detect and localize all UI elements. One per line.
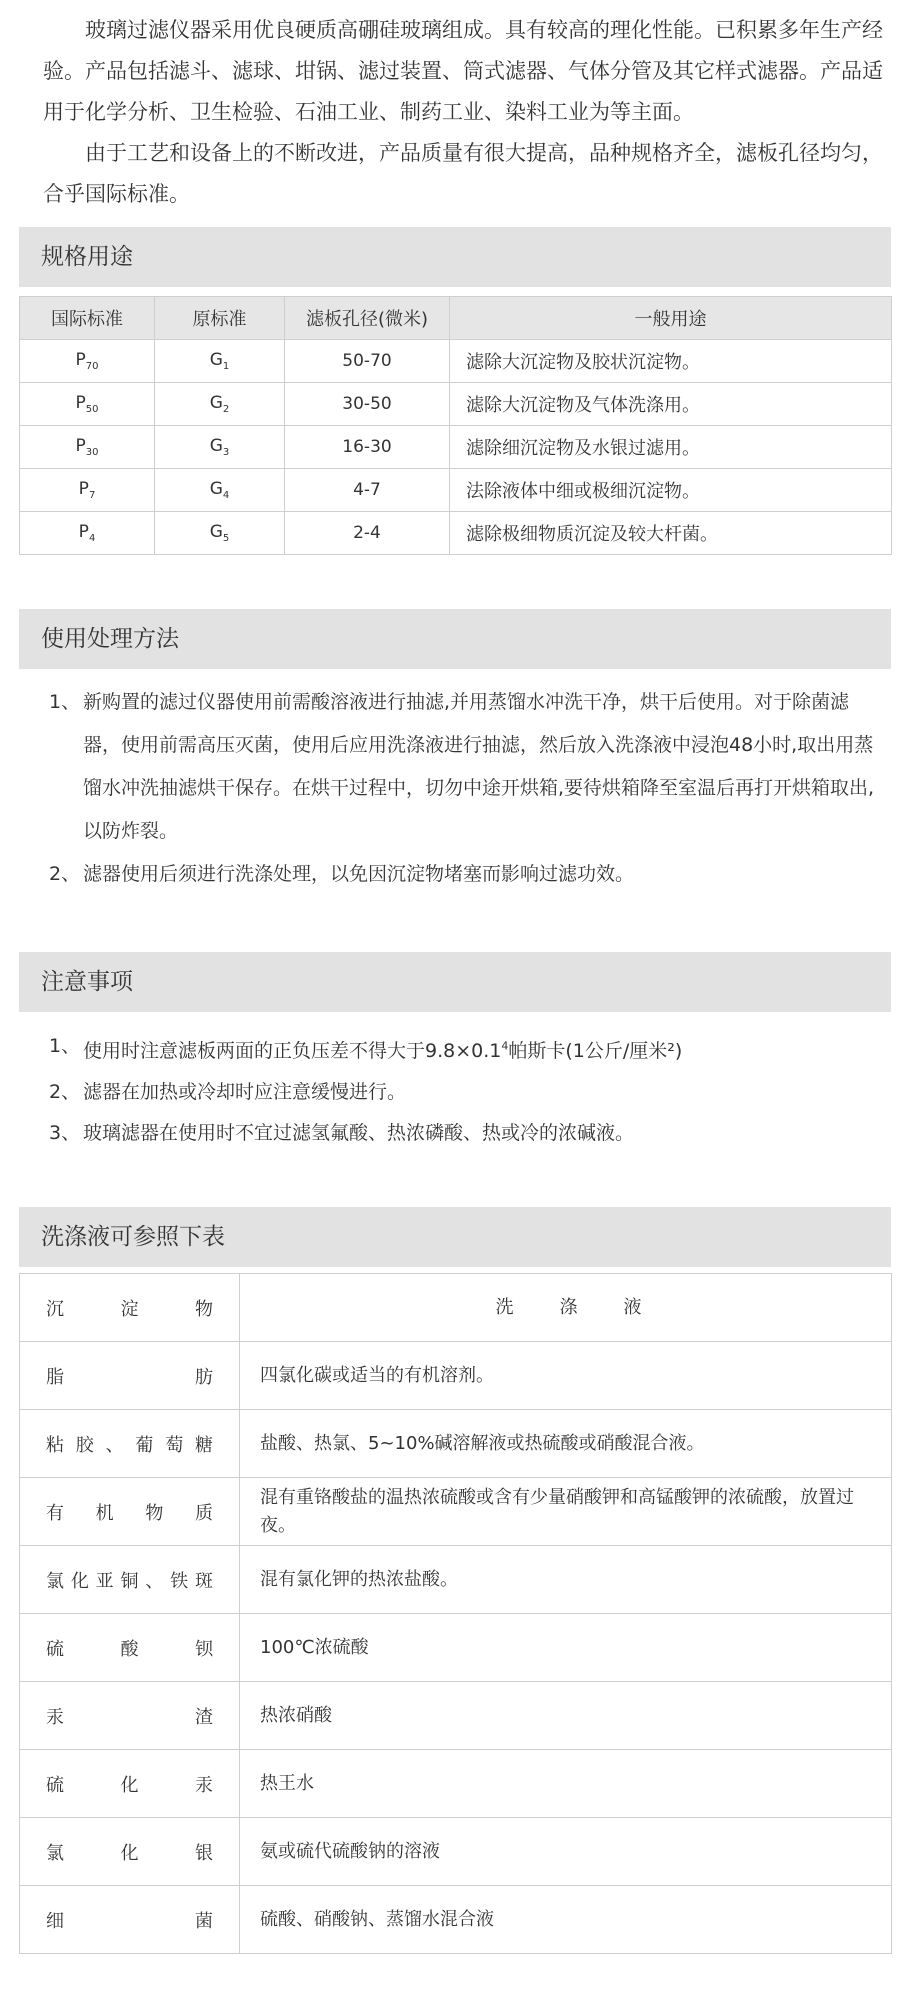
table-row	[20, 1546, 892, 1614]
list-item-text: 使用时注意滤板两面的正负压差不得大于$9.8\times 0.1^4$帕斯卡(1公斤/厘米²)	[83, 1040, 683, 1063]
method-list	[19, 681, 891, 896]
wash-sediment: 有机物质	[20, 1478, 240, 1546]
list-item	[49, 853, 879, 896]
spec-orig-standard: $G_4$	[155, 469, 285, 512]
wash-sediment: 脂肪	[20, 1342, 240, 1410]
wash-sediment: 氯化银	[20, 1818, 240, 1886]
spec-pore-size: 4-7	[285, 469, 450, 512]
wash-liquid: 盐酸、热氯、5~10%碱溶解液或热硫酸或硝酸混合液。	[240, 1410, 892, 1478]
spec-usage: 法除液体中细或极细沉淀物。	[450, 469, 892, 512]
intro-text	[19, 0, 891, 215]
notes-list	[19, 1026, 891, 1154]
table-row	[20, 1750, 892, 1818]
method-section-header: 使用处理方法	[19, 609, 891, 669]
spec-intl-standard: $P_{50}$	[20, 383, 155, 426]
wash-sediment: 氯化亚铜、铁斑	[20, 1546, 240, 1614]
spec-pore-size: 30-50	[285, 383, 450, 426]
table-row	[20, 1614, 892, 1682]
list-item	[49, 1113, 879, 1154]
table-row	[20, 1410, 892, 1478]
spec-intl-standard: $P_4$	[20, 512, 155, 555]
list-item-text: 滤器使用后须进行洗涤处理，以免因沉淀物堵塞而影响过滤功效。	[83, 863, 635, 885]
spec-usage: 滤除大沉淀物及气体洗涤用。	[450, 383, 892, 426]
spec-pore-size: 16-30	[285, 426, 450, 469]
table-row	[20, 469, 892, 512]
spec-header-intl: 国际标准	[20, 297, 155, 340]
list-item-text: 玻璃滤器在使用时不宜过滤氢氟酸、热浓磷酸、热或冷的浓碱液。	[83, 1122, 635, 1145]
wash-sediment: 细菌	[20, 1886, 240, 1954]
intro-paragraph-1: 玻璃过滤仪器采用优良硬质高硼硅玻璃组成。具有较高的理化性能。已积累多年生产经验。产品包括滤斗、滤球、坩锅、滤过装置、筒式滤器、气体分管及其它样式滤器。产品适用于化学分析、卫生检验、石油工业、制药工业、染料工业为等主面。	[43, 18, 883, 124]
wash-section-header: 洗涤液可参照下表	[19, 1207, 891, 1267]
spec-usage: 滤除大沉淀物及胶状沉淀物。	[450, 340, 892, 383]
spec-orig-standard: $G_5$	[155, 512, 285, 555]
list-item	[49, 1072, 879, 1113]
spec-section-header: 规格用途	[19, 227, 891, 287]
wash-liquid: 四氯化碳或适当的有机溶剂。	[240, 1342, 892, 1410]
list-item-number: 2、	[49, 863, 81, 885]
wash-sediment: 硫酸钡	[20, 1614, 240, 1682]
wash-liquid: 100℃浓硫酸	[240, 1614, 892, 1682]
wash-header-sediment: 沉淀物	[20, 1274, 240, 1342]
spec-usage: 滤除细沉淀物及水银过滤用。	[450, 426, 892, 469]
spec-header-usage: 一般用途	[450, 297, 892, 340]
list-item-number: 1、	[49, 1035, 81, 1057]
wash-liquid: 硫酸、硝酸钠、蒸馏水混合液	[240, 1886, 892, 1954]
wash-liquid: 混有重铬酸盐的温热浓硫酸或含有少量硝酸钾和高锰酸钾的浓硫酸，放置过夜。	[240, 1478, 892, 1546]
spec-table	[19, 296, 892, 555]
wash-liquid: 热王水	[240, 1750, 892, 1818]
spec-intl-standard: $P_7$	[20, 469, 155, 512]
list-item-text: 滤器在加热或冷却时应注意缓慢进行。	[83, 1081, 407, 1104]
list-item	[49, 681, 879, 853]
list-item-number: 2、	[49, 1081, 81, 1104]
table-row	[20, 1478, 892, 1546]
table-row	[20, 426, 892, 469]
table-row	[20, 383, 892, 426]
table-row	[20, 512, 892, 555]
table-row	[20, 1682, 892, 1750]
spec-pore-size: 2-4	[285, 512, 450, 555]
spec-orig-standard: $G_2$	[155, 383, 285, 426]
spec-pore-size: 50-70	[285, 340, 450, 383]
table-row	[20, 1342, 892, 1410]
wash-sediment: 汞渣	[20, 1682, 240, 1750]
wash-header-liquid: 洗涤液	[240, 1274, 892, 1342]
spec-usage: 滤除极细物质沉淀及较大杆菌。	[450, 512, 892, 555]
spec-orig-standard: $G_1$	[155, 340, 285, 383]
spec-orig-standard: $G_3$	[155, 426, 285, 469]
wash-table-header-row	[20, 1274, 892, 1342]
wash-liquid: 热浓硝酸	[240, 1682, 892, 1750]
spec-intl-standard: $P_{70}$	[20, 340, 155, 383]
list-item-number: 1、	[49, 691, 81, 713]
table-row	[20, 340, 892, 383]
intro-paragraph-2: 由于工艺和设备上的不断改进，产品质量有很大提高，品种规格齐全，滤板孔径均匀，合乎国际标准。	[43, 141, 883, 206]
wash-sediment: 粘胶、葡萄糖	[20, 1410, 240, 1478]
table-row	[20, 1886, 892, 1954]
list-item-text: 新购置的滤过仪器使用前需酸溶液进行抽滤,并用蒸馏水冲洗干净，烘干后使用。对于除菌滤器，使用前需高压灭菌，使用后应用洗涤液进行抽滤，然后放入洗涤液中浸泡48小时,取出用蒸馏水冲洗抽滤烘干保存。在烘干过程中，切勿中途开烘箱,要待烘箱降至室温后再打开烘箱取出,以防炸裂。	[83, 691, 875, 842]
list-item-number: 3、	[49, 1122, 81, 1145]
table-row	[20, 1818, 892, 1886]
wash-sediment: 硫化汞	[20, 1750, 240, 1818]
wash-liquid: 氨或硫代硫酸钠的溶液	[240, 1818, 892, 1886]
wash-table	[19, 1273, 892, 1954]
spec-table-header-row	[20, 297, 892, 340]
spec-header-orig: 原标准	[155, 297, 285, 340]
spec-header-pore: 滤板孔径(微米)	[285, 297, 450, 340]
spec-intl-standard: $P_{30}$	[20, 426, 155, 469]
wash-liquid: 混有氯化钾的热浓盐酸。	[240, 1546, 892, 1614]
notes-section-header: 注意事项	[19, 952, 891, 1012]
list-item	[49, 1026, 879, 1072]
